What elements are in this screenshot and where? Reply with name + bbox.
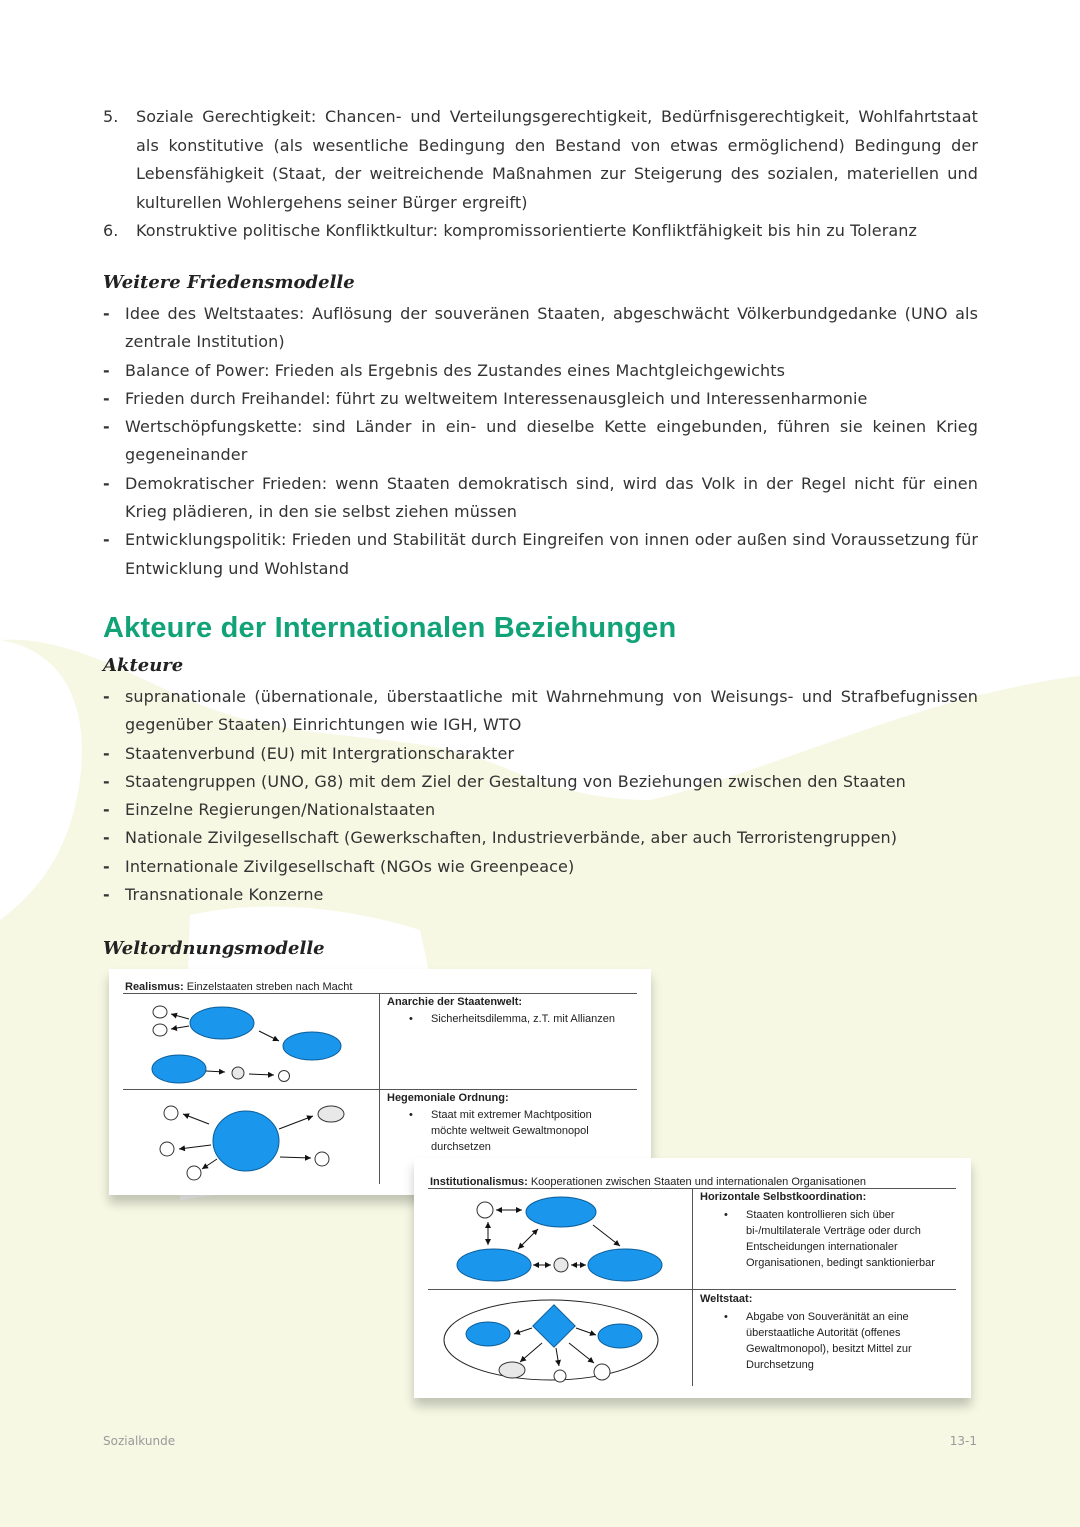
footer-subject: Sozialkunde	[103, 1434, 176, 1448]
list-item: - Staatenverbund (EU) mit Intergrationscharakter	[103, 740, 978, 768]
hegemony-title: Hegemoniale Ordnung:	[387, 1092, 509, 1104]
section-title: Akteure der Internationalen Beziehungen	[103, 612, 677, 644]
list-item: - Wertschöpfungskette: sind Länder in ein- und dieselbe Kette eingebunden, führen sie keinen Krieg gegeneinander	[103, 413, 978, 470]
institutionalism-diagram	[414, 1158, 692, 1398]
list-item: 6. Konstruktive politische Konfliktkultur: kompromissorientierte Konfliktfähigkeit bis hin zu Toleranz	[103, 221, 918, 240]
actors-heading: Akteure	[103, 655, 184, 676]
world-order-heading: Weltordnungsmodelle	[103, 938, 325, 959]
list-item: - Internationale Zivilgesellschaft (NGOs wie Greenpeace)	[103, 853, 978, 881]
list-item: - Nationale Zivilgesellschaft (Gewerkschaften, Industrieverbände, aber auch Terroristengruppen)	[103, 824, 978, 852]
list-item: - Staatengruppen (UNO, G8) mit dem Ziel der Gestaltung von Beziehungen zwischen den Staaten	[103, 768, 978, 796]
hegemony-bullet: • Staat mit extremer Machtposition möchte weltweit Gewaltmonopol durchsetzen	[409, 1109, 592, 1153]
numbered-list	[103, 103, 978, 246]
anarchy-title: Anarchie der Staatenwelt:	[387, 996, 523, 1008]
world-state-bullet: • Abgabe von Souveränität an eine überstaatliche Autorität (offenes Gewaltmonopol), besitzt Mittel zur Durchsetzung	[724, 1311, 912, 1371]
list-item: - Demokratischer Frieden: wenn Staaten demokratisch sind, wird das Volk in der Regel nicht für einen Krieg plädieren, in den sie selbst ziehen müssen	[103, 470, 978, 527]
list-item: - Einzelne Regierungen/Nationalstaaten	[103, 796, 978, 824]
institutionalism-title: Institutionalismus: Kooperationen zwischen Staaten und internationalen Organisationen	[430, 1176, 866, 1188]
realism-title: Realismus: Einzelstaaten streben nach Macht	[125, 981, 353, 993]
world-state-title: Weltstaat:	[700, 1293, 753, 1305]
list-item: - Frieden durch Freihandel: führt zu weltweitem Interessenausgleich und Interessenharmonie	[103, 385, 978, 413]
realism-diagram	[109, 969, 379, 1195]
list-item: 5. Soziale Gerechtigkeit: Chancen- und Verteilungsgerechtigkeit, Bedürfnisgerechtigkeit, Wohlfahrtstaat als konstitutive (als wesentliche Bedingung den Bestand von etwas ermöglichend) Bedingung der Lebensfähigkeit (Staat, der weitreichende Maßnahmen zur Steigerung des sozialen, materiellen und kulturellen Wohlergehens seiner Bürger ergreift)	[103, 107, 978, 212]
footer-page-number: 13-1	[949, 1434, 977, 1448]
institutionalism-figure	[414, 1158, 971, 1398]
actors-list	[103, 683, 978, 909]
peace-models-list	[103, 300, 978, 583]
list-item: - Transnationale Konzerne	[103, 881, 978, 909]
list-item: - Balance of Power: Frieden als Ergebnis des Zustandes eines Machtgleichgewichts	[103, 357, 978, 385]
list-item: - supranationale (übernationale, überstaatliche mit Wahrnehmung von Weisungs- und Strafbefugnissen gegenüber Staaten) Einrichtungen wie IGH, WTO	[103, 683, 978, 740]
peace-models-heading: Weitere Friedensmodelle	[103, 272, 355, 293]
anarchy-bullet: • Sicherheitsdilemma, z.T. mit Allianzen	[409, 1013, 616, 1025]
horizontal-title: Horizontale Selbstkoordination:	[700, 1191, 867, 1203]
horizontal-bullet: • Staaten kontrollieren sich über bi-/multilaterale Verträge oder durch Entscheidungen internationaler Organisationen, bedingt sanktionierbar	[724, 1209, 935, 1269]
list-item: - Idee des Weltstaates: Auflösung der souveränen Staaten, abgeschwächt Völkerbundgedanke (UNO als zentrale Institution)	[103, 300, 978, 357]
list-item: - Entwicklungspolitik: Frieden und Stabilität durch Eingreifen von innen oder außen sind Voraussetzung für Entwicklung und Wohlstand	[103, 526, 978, 583]
